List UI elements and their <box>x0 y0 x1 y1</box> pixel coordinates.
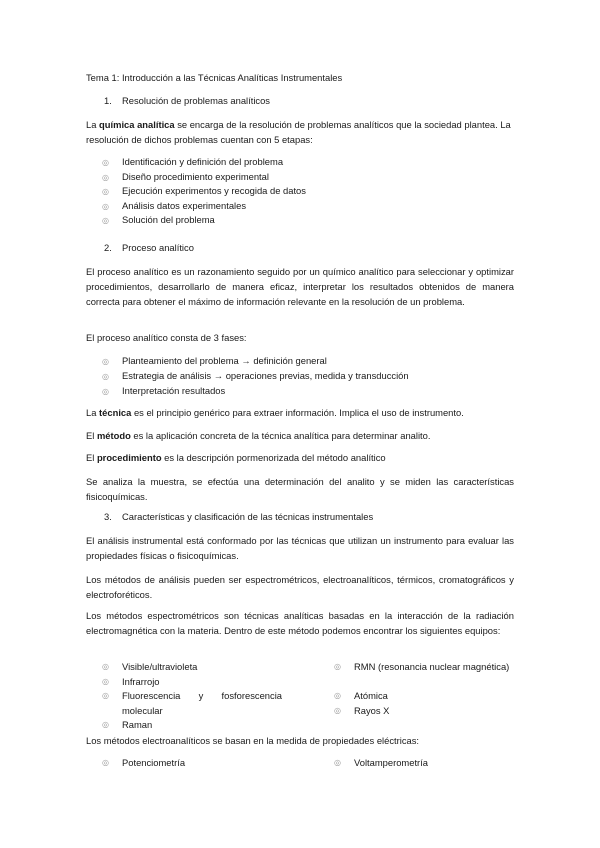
bullet-icon: ◎ <box>102 387 109 396</box>
paragraph-fases: El proceso analítico consta de 3 fases: <box>86 332 247 343</box>
bullet-icon: ◎ <box>102 173 109 182</box>
term-quimica-analitica: química analítica <box>99 119 175 130</box>
definition-procedimiento: El procedimiento es la descripción pormenorizada del método analítico <box>86 452 386 463</box>
section-number: 3. <box>104 511 112 522</box>
section-title: Proceso analítico <box>122 242 194 253</box>
paragraph-metodos-analisis: Los métodos de análisis pueden ser espectrométricos, electroanalíticos, térmicos, cromatográficos y electroforéticos. <box>86 574 514 600</box>
bullet-icon: ◎ <box>102 187 109 196</box>
bullet-icon: ◎ <box>334 758 341 767</box>
section-number: 1. <box>104 95 112 106</box>
list-item: ◎ Ejecución experimentos y recogida de datos <box>102 183 306 199</box>
definition-metodo: El método es la aplicación concreta de la técnica analítica para determinar analito. <box>86 430 431 441</box>
bullet-icon: ◎ <box>102 677 109 686</box>
list-item: ◎ Planteamiento del problema → definición general <box>102 353 327 369</box>
paragraph-proceso-analitico: El proceso analítico es un razonamiento seguido por un químico analítico para seleccionar y optimizar procedimientos, desarrollarlo de manera eficaz, interpretar los resultados obtenidos de manera correcta para obtener el máximo de información relevante en la resolución de un problema. <box>86 266 514 307</box>
bullet-icon: ◎ <box>334 691 341 700</box>
bullet-icon: ◎ <box>102 357 109 366</box>
section-title: Características y clasificación de las técnicas instrumentales <box>122 511 374 522</box>
list-item: ◎ Estrategia de análisis → operaciones previas, medida y transducción <box>102 368 409 384</box>
bullet-icon: ◎ <box>102 216 109 225</box>
list-item: ◎ Interpretación resultados <box>102 383 225 399</box>
term-tecnica: técnica <box>99 407 132 418</box>
paragraph-espectrometricos: Los métodos espectrométricos son técnicas analíticas basadas en la interacción de la radiación electromagnética con la materia. Dentro de este método podemos encontrar los siguientes equipos: <box>86 610 514 636</box>
paragraph-muestra: Se analiza la muestra, se efectúa una determinación del analito y se miden las características fisicoquímicas. <box>86 476 514 502</box>
paragraph-quimica-analitica: La química analítica se encarga de la resolución de problemas analíticos que la sociedad plantea. La resolución de dichos problemas cuentan con 5 etapas: <box>86 119 511 145</box>
document-title: Tema 1: Introducción a las Técnicas Analíticas Instrumentales <box>86 72 343 83</box>
term-metodo: método <box>96 430 131 441</box>
bullet-icon: ◎ <box>102 720 109 729</box>
term-procedimiento: procedimiento <box>96 452 162 463</box>
bullet-icon: ◎ <box>102 662 109 671</box>
section-number: 2. <box>104 242 112 253</box>
bullet-icon: ◎ <box>102 202 109 211</box>
list-item: ◎ Solución del problema <box>102 212 215 228</box>
bullet-icon: ◎ <box>102 758 109 767</box>
bullet-icon: ◎ <box>102 158 109 167</box>
list-item: ◎ Identificación y definición del problema <box>102 154 283 170</box>
bullet-icon: ◎ <box>102 691 109 700</box>
paragraph-electroanaliticos: Los métodos electroanalíticos se basan en la medida de propiedades eléctricas: <box>86 735 420 746</box>
list-item: ◎ Análisis datos experimentales <box>102 198 246 214</box>
bullet-icon: ◎ <box>102 372 109 381</box>
bullet-icon: ◎ <box>334 662 341 671</box>
document-page: Tema 1: Introducción a las Técnicas Analíticas Instrumentales 1. Resolución de problemas analíticos La química analítica se encarga de la resolución de problemas analíticos que la sociedad plantea. La resolución de dichos problemas cuentan con 5 etapas: ◎ Identificación y definición del problema ◎ Diseño procedimiento experimental ◎ Ejecución experimentos y recogida de datos ◎ Análisis datos experimentales ◎ Solución del problema 2. Proceso analítico El proceso analítico es un razonamiento seguido por un químico analítico para seleccionar y optimizar procedimientos, desarrollarlo de manera eficaz, interpretar los resultados obtenidos de manera correcta para obtener el máximo de información relevante en la resolución de un problema. El proceso analítico consta de 3 fases: ◎ Planteamiento del problema → definición general ◎ Estrategia de análisis → operaciones previas, medida y transducción ◎ Interpretación resultados La técnica es el principio genérico para extraer información. Implica el uso de instrumento. El método es la aplicación concreta de la técnica analítica para determinar analito. El procedimiento es la descripción pormenorizada del método analítico Se analiza la muestra, se efectúa una determinación del analito y se miden las características fisicoquímicas. 3. Características y clasificación de las técnicas instrumentales El análisis instrumental está conformado por las técnicas que utilizan un instrumento para evaluar las propiedades físicas o fisicoquímicas. Los métodos de análisis pueden ser espectrométricos, electroanalíticos, térmicos, cromatográficos y electroforéticos. Los métodos espectrométricos son técnicas analíticas basadas en la interacción de la radiación electromagnética con la materia. Dentro de este método podemos encontrar los siguientes equipos: ◎ Visible/ultravioleta ◎ Infrarrojo ◎ Fluorescencia y fosforescencia molecular ◎ Raman ◎ RMN (resonancia nuclear magnética) ◎ Atómica ◎ Rayos X Los métodos electroanalíticos se basan en la medida de propiedades eléctricas: ◎ Potenciometría ◎ Voltamperometría <box>86 72 514 768</box>
bullet-icon: ◎ <box>334 706 341 715</box>
section-title: Resolución de problemas analíticos <box>122 95 270 106</box>
list-item: ◎ Diseño procedimiento experimental <box>102 169 269 185</box>
definition-tecnica: La técnica es el principio genérico para extraer información. Implica el uso de instrumento. <box>86 407 464 418</box>
paragraph-analisis-instrumental: El análisis instrumental está conformado por las técnicas que utilizan un instrumento para evaluar las propiedades físicas o fisicoquímicas. <box>86 535 514 561</box>
